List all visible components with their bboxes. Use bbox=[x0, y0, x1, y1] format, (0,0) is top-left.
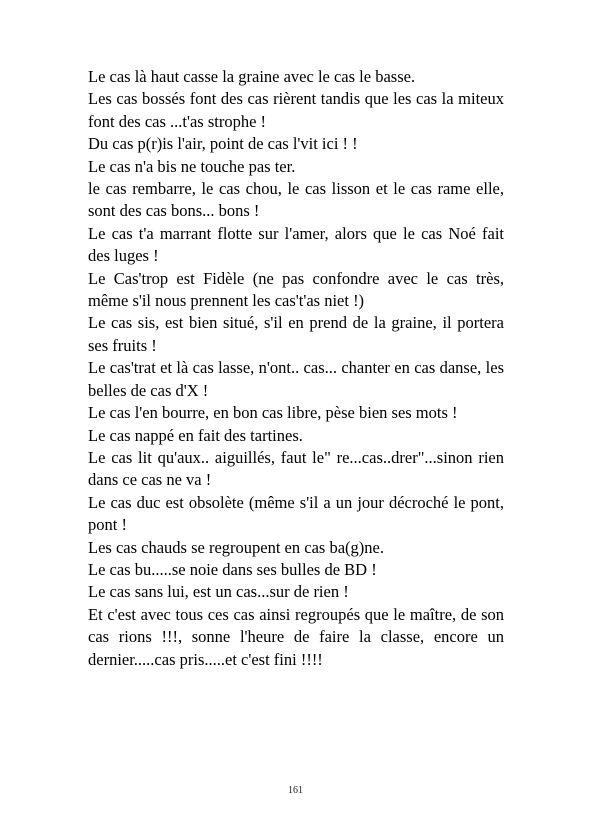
paragraph: Le cas nappé en fait des tartines. bbox=[88, 425, 303, 445]
body-text bbox=[88, 66, 504, 671]
paragraph: Le cas bu.....se noie dans ses bulles de BD ! bbox=[88, 559, 377, 579]
paragraph: Les cas chauds se regroupent en cas ba(g)ne. bbox=[88, 537, 384, 557]
paragraph: Le cas là haut casse la graine avec le cas le basse. bbox=[88, 67, 416, 86]
paragraph: Le Cas'trop est Fidèle (ne pas confondre avec le cas très, même s'il nous prennent les cas't'as niet !) bbox=[88, 268, 504, 311]
paragraph: Le cas duc est obsolète (même s'il a un jour décroché le pont, pont ! bbox=[88, 492, 504, 535]
paragraph: Le cas t'a marrant flotte sur l'amer, alors que le cas Noé fait des luges ! bbox=[88, 223, 504, 266]
page-number: 161 bbox=[288, 785, 303, 796]
paragraph: Le cas l'en bourre, en bon cas libre, pèse bien ses mots ! bbox=[88, 403, 458, 423]
paragraph: Le cas lit qu'aux.. aiguillés, faut le" re...cas..drer"...sinon rien dans ce cas ne va ! bbox=[88, 447, 504, 490]
paragraph: le cas rembarre, le cas chou, le cas lisson et le cas rame elle, sont des cas bons... bons ! bbox=[88, 179, 504, 221]
paragraph: Le cas sans lui, est un cas...sur de rien ! bbox=[88, 582, 349, 602]
paragraph: Le cas n'a bis ne touche pas ter. bbox=[88, 156, 296, 176]
paragraph: Le cas'trat et là cas lasse, n'ont.. cas... chanter en cas danse, les belles de cas d'X ! bbox=[88, 358, 504, 400]
paragraph: Et c'est avec tous ces cas ainsi regroupés que le maître, de son cas rions !!!, sonne l'heure de faire la classe, encore un dernier.....cas pris.....et c'est fini !!!! bbox=[88, 604, 504, 669]
paragraph: Les cas bossés font des cas rièrent tandis que les cas la miteux font des cas ...t'as strophe ! bbox=[88, 89, 504, 131]
paragraph: Le cas sis, est bien situé, s'il en prend de la graine, il portera ses fruits ! bbox=[88, 313, 504, 355]
paragraph: Du cas p(r)is l'air, point de cas l'vit ici ! ! bbox=[88, 134, 358, 154]
